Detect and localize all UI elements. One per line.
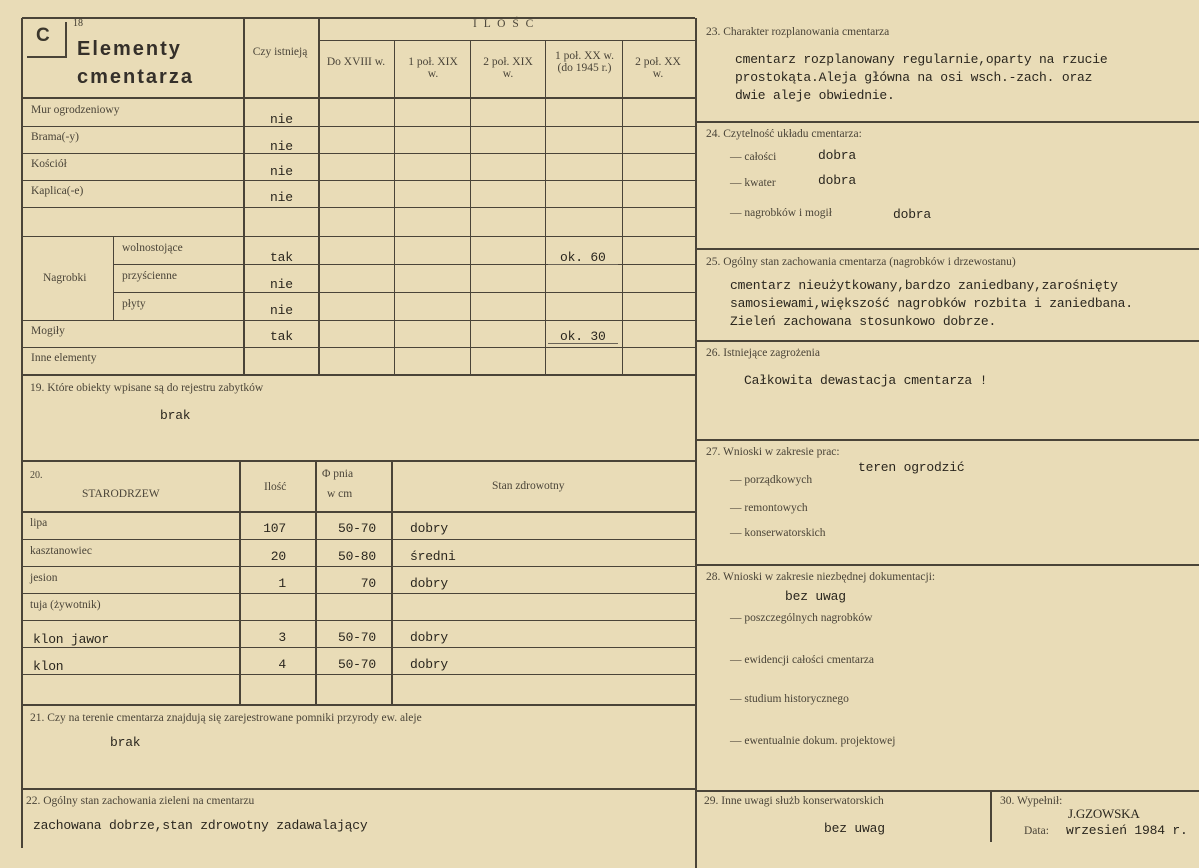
s20-col-wcm: w cm — [327, 488, 353, 500]
h-s20-header — [22, 511, 695, 513]
h-row — [22, 620, 695, 621]
s22-value: zachowana dobrze,stan zdrowotny zadawalający — [33, 818, 368, 833]
v-left-border — [21, 18, 23, 848]
underline — [548, 343, 618, 344]
h-row — [22, 674, 695, 675]
tree-count: 20 — [270, 549, 286, 564]
s25-line: cmentarz nieużytkowany,bardzo zaniedbany,zarośnięty — [730, 278, 1118, 293]
s23-line: prostokąta.Aleja główna na osi wsch.-zach. oraz — [735, 70, 1093, 85]
period-header-0: Do XVIII w. — [326, 56, 386, 68]
tree-state: dobry — [410, 657, 449, 672]
s19-label: 19. Które obiekty wpisane są do rejestru zabytków — [30, 382, 264, 394]
h-s26-bottom — [696, 439, 1199, 441]
s21-label: 21. Czy na terenie cmentarza znajdują się zarejestrowane pomniki przyrody ew. aleje — [30, 712, 422, 724]
tree-count: 1 — [278, 576, 286, 591]
tree-state: dobry — [410, 630, 449, 645]
h-s21-bottom — [22, 788, 695, 790]
v-nagrobki — [113, 236, 114, 320]
s24-label: 24. Czytelność układu cmentarza: — [706, 128, 862, 140]
v-middle-divider — [695, 18, 697, 868]
h-top-table-bottom — [22, 374, 695, 376]
h-row — [22, 320, 695, 321]
tree-name: kasztanowiec — [30, 545, 92, 557]
s28-value: bez uwag — [785, 589, 846, 604]
tree-state: dobry — [410, 576, 449, 591]
element-label: Mur ogrodzeniowy — [31, 104, 120, 116]
h-row — [22, 347, 695, 348]
s26-label: 26. Istniejące zagrożenia — [706, 347, 820, 359]
s20-title: STARODRZEW — [82, 488, 160, 500]
tree-name: jesion — [30, 572, 58, 584]
period-header-2: 2 poł. XIX w. — [483, 56, 533, 80]
s30-name: J.GZOWSKA — [1068, 806, 1140, 821]
h-row — [22, 236, 695, 237]
s27-item: — porządkowych — [730, 474, 813, 486]
s26-value: Całkowita dewastacja cmentarza ! — [744, 373, 988, 388]
tree-name: klon — [33, 659, 64, 674]
s30-date: wrzesień 1984 r. — [1066, 823, 1188, 838]
tree-count: 4 — [278, 657, 286, 672]
s23-label: 23. Charakter rozplanowania cmentarza — [706, 26, 890, 38]
mogily-count: ok. 30 — [560, 329, 606, 344]
s23-line: dwie aleje obwiednie. — [735, 88, 895, 103]
h-s25-bottom — [696, 340, 1199, 342]
s22-label: 22. Ogólny stan zachowania zieleni na cmentarzu — [26, 795, 255, 807]
h-row — [22, 207, 695, 208]
element-exists: nie — [270, 190, 293, 205]
s28-label: 28. Wnioski w zakresie niezbędnej dokumentacji: — [706, 571, 936, 583]
h-s20-bottom — [22, 704, 695, 706]
tree-diameter: 70 — [360, 576, 376, 591]
section-number: 18 — [73, 18, 83, 29]
s20-col-ilosc: Ilość — [264, 481, 287, 493]
title-line1: Elementy — [77, 38, 182, 60]
czy-istnieja-header: Czy istnieją — [252, 46, 308, 58]
h-top-left — [22, 17, 695, 19]
s24-item-label: — kwater — [730, 177, 776, 189]
element-exists: nie — [270, 112, 293, 127]
s27-label: 27. Wnioski w zakresie prac: — [706, 446, 840, 458]
s21-value: brak — [110, 735, 141, 750]
h-row — [22, 539, 695, 540]
h-s19-bottom — [22, 460, 695, 462]
element-label: Kościół — [31, 158, 67, 170]
tree-count: 107 — [263, 521, 286, 536]
s23-line: cmentarz rozplanowany regularnie,oparty na rzucie — [735, 52, 1108, 67]
nagrobki-label: Nagrobki — [43, 272, 87, 284]
s24-item-value: dobra — [818, 148, 857, 163]
inne-label: Inne elementy — [31, 352, 97, 364]
tree-diameter: 50-70 — [337, 657, 376, 672]
h-header-bottom — [22, 97, 695, 99]
tree-name: tuja (żywotnik) — [30, 599, 101, 611]
tree-diameter: 50-80 — [337, 549, 376, 564]
mogily-exists: tak — [270, 329, 293, 344]
s28-item: — ewidencji całości cmentarza — [730, 654, 874, 666]
h-row — [22, 180, 695, 181]
s25-line: samosiewami,większość nagrobków rozbita i zaniedbana. — [730, 296, 1133, 311]
h-row — [22, 566, 695, 567]
nagrobki-type-label: płyty — [122, 298, 146, 310]
h-s23-bottom — [696, 121, 1199, 123]
s25-label: 25. Ogólny stan zachowania cmentarza (nagrobków i drzewostanu) — [706, 256, 1016, 268]
s20-col-pnia: Φ pnia — [322, 468, 354, 480]
tree-state: średni — [410, 549, 456, 564]
title-line2: cmentarza — [77, 66, 194, 88]
s24-item-label: — nagrobków i mogił — [730, 207, 832, 219]
nagrobki-exists: nie — [270, 303, 293, 318]
s29-value: bez uwag — [824, 821, 885, 836]
s20-number: 20. — [30, 470, 43, 481]
v-s20-3 — [391, 461, 393, 705]
tree-diameter: 50-70 — [337, 630, 376, 645]
h-row — [22, 153, 695, 154]
s24-item-value: dobra — [818, 173, 857, 188]
s29-label: 29. Inne uwagi służb konserwatorskich — [704, 795, 884, 807]
period-header-3: 1 poł. XX w. (do 1945 r.) — [555, 50, 614, 74]
element-label: Kaplica(-e) — [31, 185, 84, 197]
s24-item-label: — całości — [730, 151, 777, 163]
h-row — [22, 126, 695, 127]
tree-name: klon jawor — [33, 632, 110, 647]
h-s27-bottom — [696, 564, 1199, 566]
ilosc-header: I L O Ś C — [473, 18, 536, 30]
period-header-4: 2 poł. XX w. — [635, 56, 681, 80]
element-label: Brama(-y) — [31, 131, 79, 143]
nagrobki-exists: nie — [270, 277, 293, 292]
s28-item: — poszczególnych nagrobków — [730, 612, 873, 624]
tree-diameter: 50-70 — [337, 521, 376, 536]
s28-item: — ewentualnie dokum. projektowej — [730, 735, 896, 747]
h-s28-bottom — [696, 790, 1199, 792]
s27-item: — konserwatorskich — [730, 527, 826, 539]
s30-label: 30. Wypełnił: — [1000, 795, 1063, 807]
h-row — [22, 593, 695, 594]
h-s24-bottom — [696, 248, 1199, 250]
nagrobki-count: ok. 60 — [560, 250, 606, 265]
underline — [548, 264, 618, 265]
v-s29-s30 — [990, 790, 992, 842]
nagrobki-type-label: przyścienne — [122, 270, 177, 282]
mogily-label: Mogiły — [31, 325, 65, 337]
s28-item: — studium historycznego — [730, 693, 849, 705]
element-exists: nie — [270, 139, 293, 154]
tree-name: lipa — [30, 517, 48, 529]
h-row — [113, 292, 695, 293]
s20-col-stan: Stan zdrowotny — [492, 480, 565, 492]
s27-item: — remontowych — [730, 502, 808, 514]
s24-item-value: dobra — [893, 207, 932, 222]
s25-line: Zieleń zachowana stosunkowo dobrze. — [730, 314, 997, 329]
element-exists: nie — [270, 164, 293, 179]
h-ilosc-under — [318, 40, 695, 41]
h-row — [22, 647, 695, 648]
section-letter: C — [36, 25, 50, 46]
s19-value: brak — [160, 408, 191, 423]
s30-date-label: Data: — [1024, 825, 1049, 837]
period-header-1: 1 poł. XIX w. — [408, 56, 458, 80]
tree-count: 3 — [278, 630, 286, 645]
nagrobki-type-label: wolnostojące — [122, 242, 183, 254]
s27-value: teren ogrodzić — [858, 460, 965, 475]
tree-state: dobry — [410, 521, 449, 536]
nagrobki-exists: tak — [270, 250, 293, 265]
